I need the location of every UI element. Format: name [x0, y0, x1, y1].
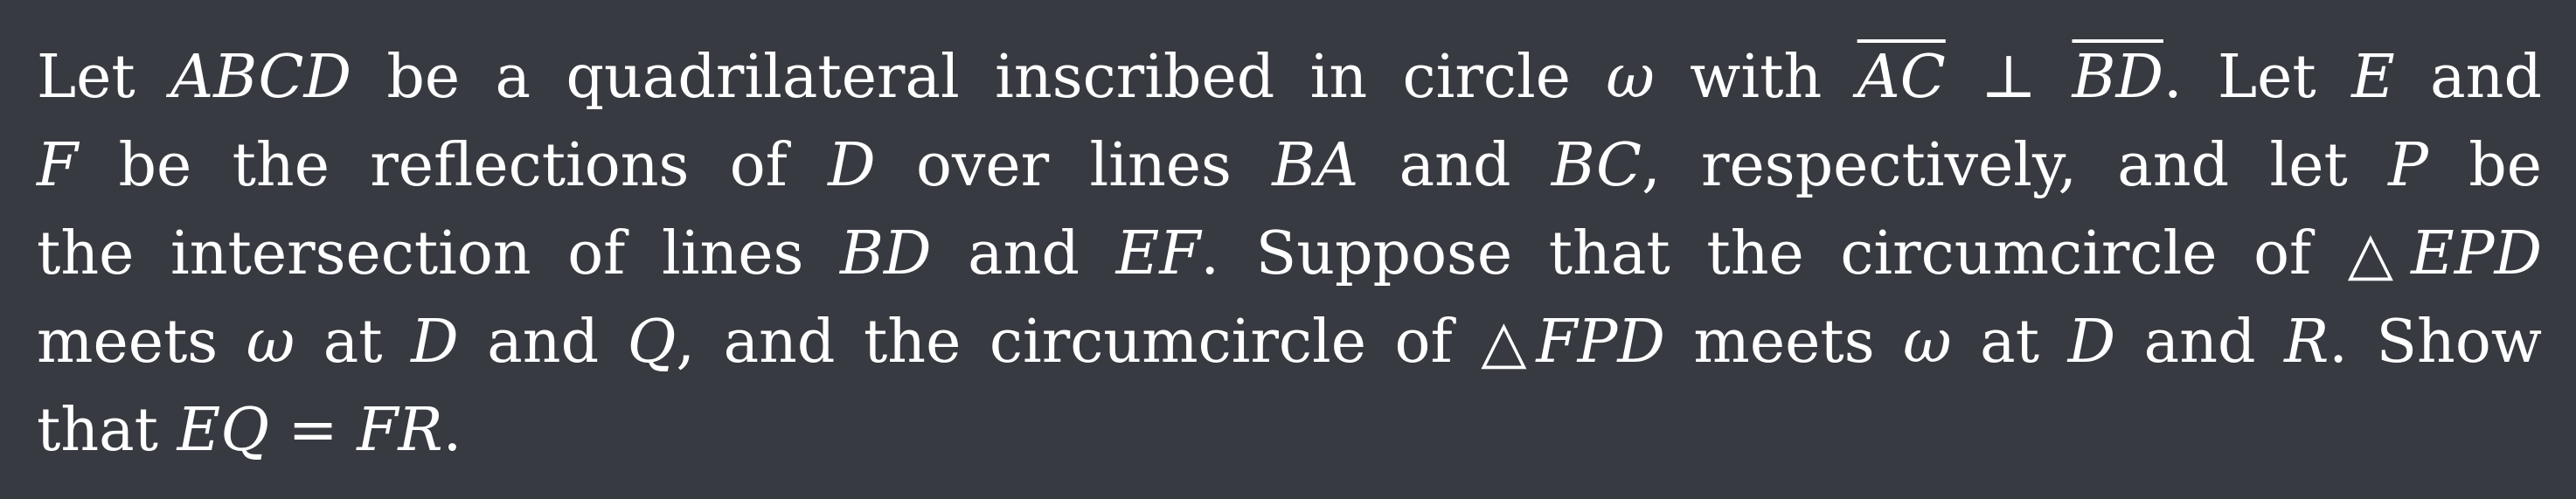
problem-line-2: [37, 121, 2542, 210]
math-segment-bd: $\overline{BD}$: [2072, 43, 2163, 112]
math-line-ef: EF: [1115, 219, 1201, 288]
problem-statement: [37, 33, 2542, 475]
text-run: with: [1654, 43, 1857, 112]
text-run: . Let: [2163, 43, 2352, 112]
text-run: and: [931, 219, 1116, 288]
text-run: and: [1358, 131, 1552, 200]
math-omega: ω: [246, 308, 295, 377]
text-run: .: [442, 396, 462, 465]
text-run: , and the circumcircle of △: [676, 308, 1537, 377]
text-run: the intersection of lines: [37, 219, 840, 288]
math-triangle-fpd: FPD: [1536, 308, 1665, 377]
text-run: be: [2427, 131, 2542, 200]
text-run: and: [2115, 308, 2285, 377]
math-point-d: D: [411, 308, 459, 377]
math-triangle-epd: EPD: [2411, 219, 2542, 288]
text-run: meets: [37, 308, 246, 377]
math-point-e: E: [2351, 43, 2395, 112]
text-run: at: [295, 308, 412, 377]
math-line-bd: BD: [840, 219, 932, 288]
problem-line-3: [37, 210, 2542, 298]
text-run: that: [37, 396, 177, 465]
math-quadrilateral-abcd: ABCD: [170, 43, 351, 112]
text-run: . Show: [2329, 308, 2542, 377]
math-line-ba: BA: [1272, 131, 1359, 200]
text-run: at: [1951, 308, 2068, 377]
problem-line-4: [37, 298, 2542, 386]
math-omega: ω: [1903, 308, 1952, 377]
math-omega: ω: [1606, 43, 1655, 112]
math-point-d: D: [2067, 308, 2116, 377]
math-point-d: D: [828, 131, 876, 200]
text-run: meets: [1664, 308, 1904, 377]
text-run: and: [2394, 43, 2542, 112]
text-run: , respectively, and let: [1642, 131, 2389, 200]
math-point-p: P: [2388, 131, 2428, 200]
math-point-q: Q: [627, 308, 677, 377]
math-segment-eq: EQ: [177, 396, 269, 465]
math-segment-fr: FR: [357, 396, 443, 465]
text-run: over lines: [875, 131, 1273, 200]
problem-line-1: [37, 33, 2542, 121]
text-run: be a quadrilateral inscribed in circle: [351, 43, 1607, 112]
equals-symbol: =: [269, 396, 358, 465]
math-segment-ac: $\overline{AC}$: [1857, 43, 1946, 112]
math-line-bc: BC: [1551, 131, 1642, 200]
text-run: Let: [37, 43, 171, 112]
text-run: and: [458, 308, 628, 377]
problem-line-5: [37, 386, 2542, 475]
text-run: . Suppose that the circumcircle of △: [1200, 219, 2412, 288]
perpendicular-symbol: ⊥: [1945, 43, 2073, 112]
math-point-f: F: [37, 131, 79, 200]
text-run: be the reflections of: [78, 131, 829, 200]
math-point-r: R: [2284, 308, 2330, 377]
